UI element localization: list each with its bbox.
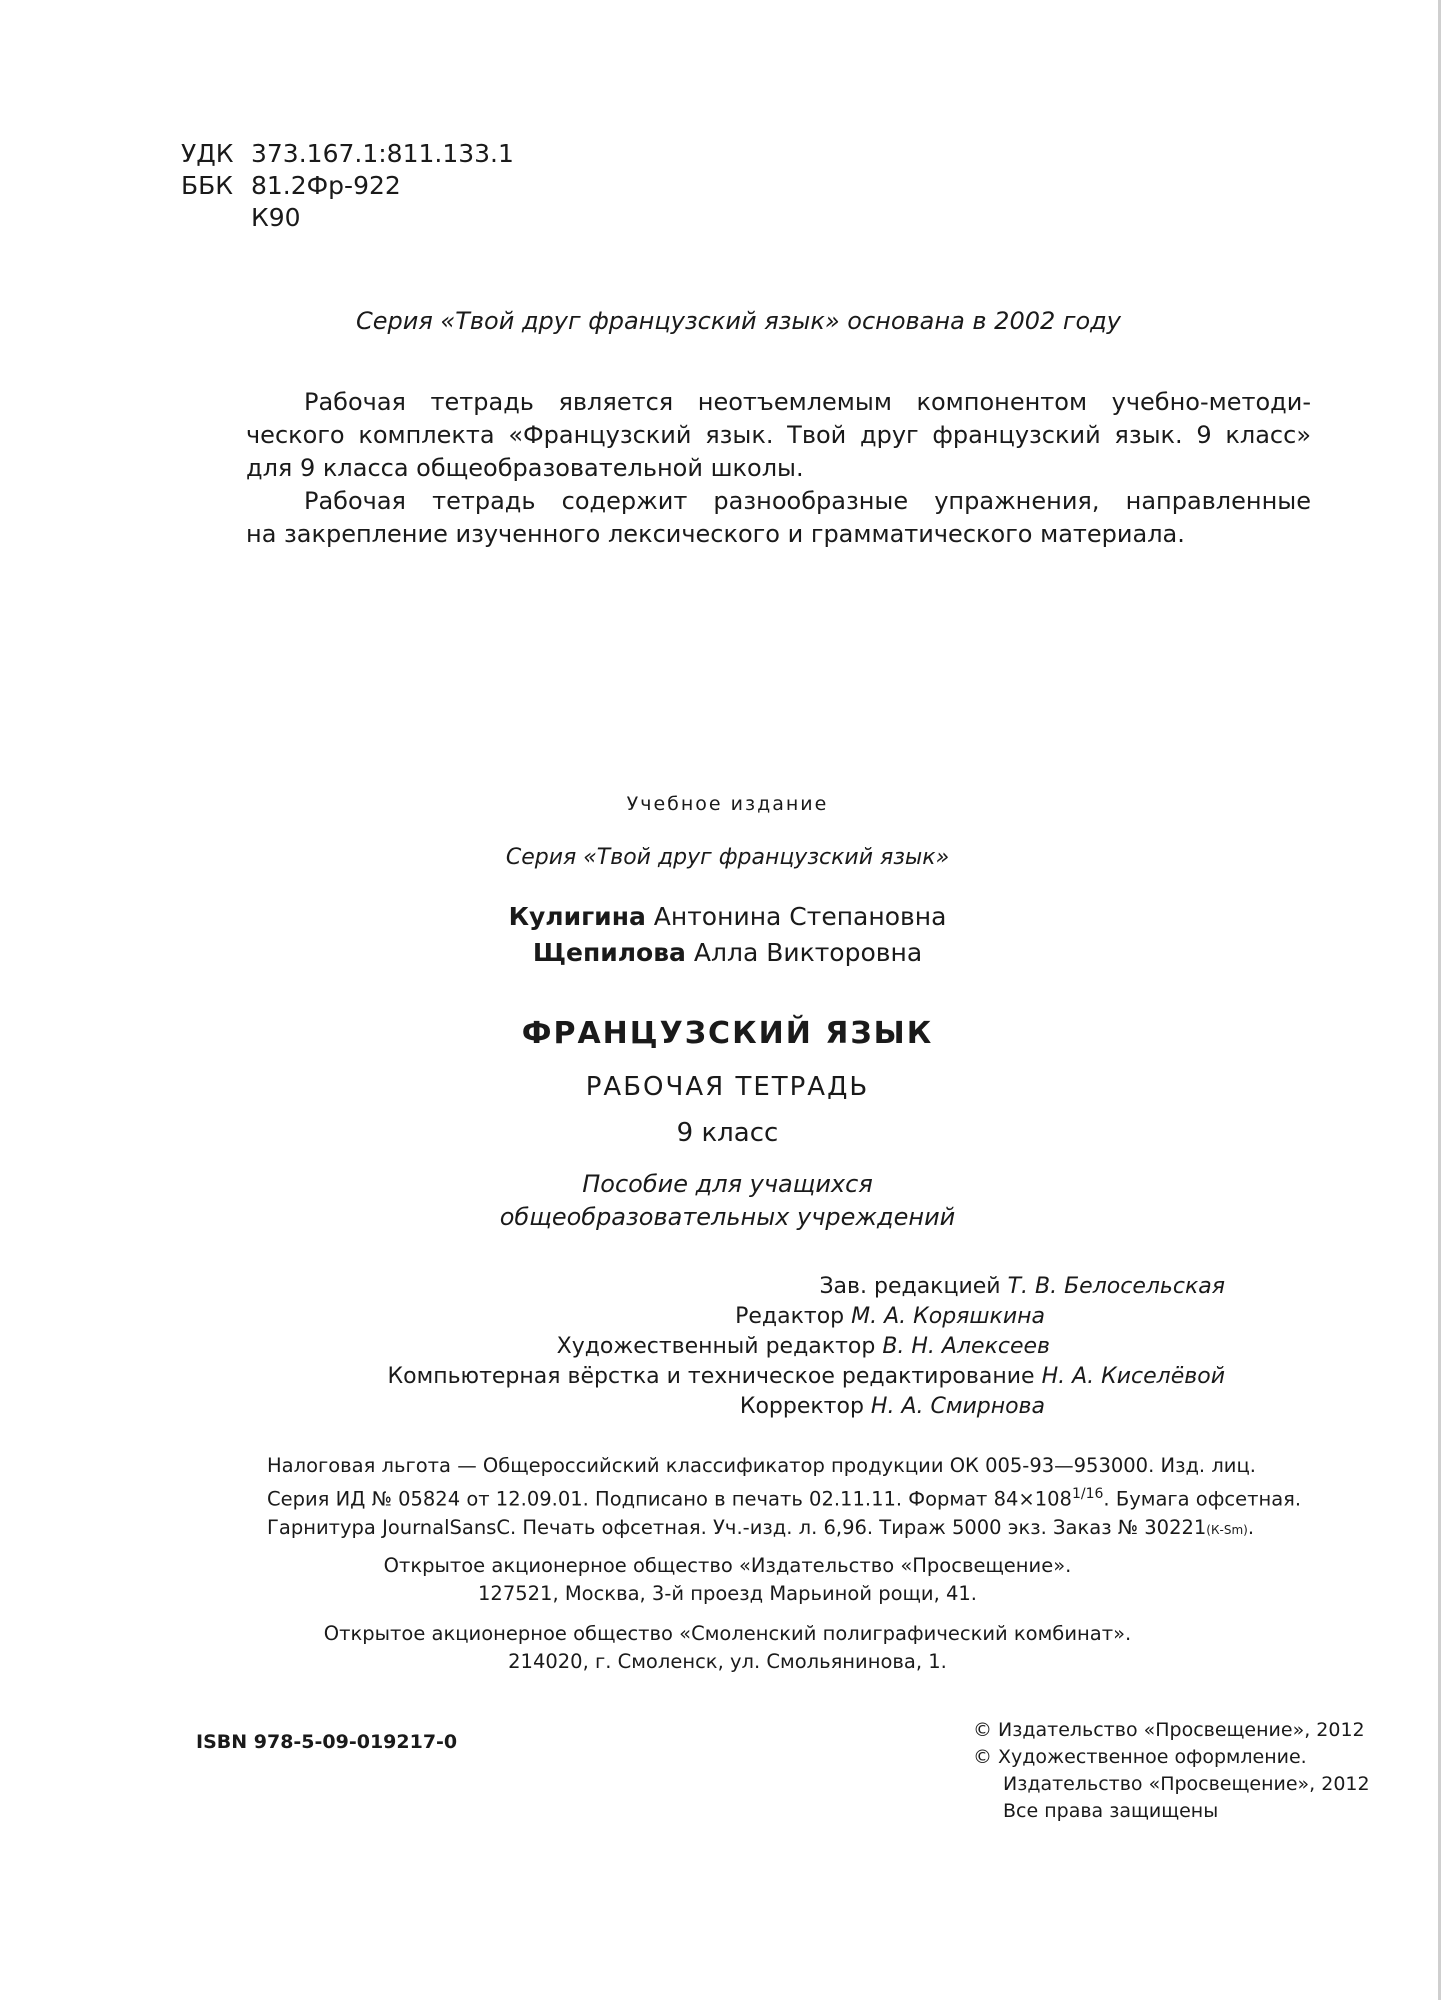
imprint-line: Серия ИД № 05824 от 12.09.01. Подписано в печать 02.11.11. Формат $84\times 108^{1/16}$. Бумага офсетная. bbox=[267, 1486, 1302, 1511]
edition-type: Учебное издание bbox=[626, 793, 829, 815]
isbn: ISBN 978-5-09-019217-0 bbox=[196, 1731, 458, 1753]
scan-edge bbox=[1438, 0, 1441, 2000]
series-name: Серия «Твой друг французский язык» bbox=[505, 845, 950, 870]
udk-line: УДК 373.167.1:811.133.1 bbox=[181, 139, 514, 168]
credits bbox=[0, 1272, 1225, 1422]
annotation-line: ческого комплекта «Французский язык. Твой друг французский язык. 9 класс» bbox=[246, 421, 1311, 449]
copyright-block: © Издательство «Просвещение», 2012 © Художественное оформление. Издательство «Просвещение», 2012 Все права защищены bbox=[973, 1719, 1370, 1822]
printer: Открытое акционерное общество «Смоленский полиграфический комбинат». 214020, г. Смоленск, ул. Смольянинова, 1. bbox=[323, 1622, 1132, 1673]
annotation bbox=[246, 386, 1311, 551]
imprint-line: Гарнитура JournalSansC. Печать офсетная. Уч.-изд. л. 6,96. Тираж 5000 экз. Заказ № 30221(К-Sm). bbox=[267, 1515, 1255, 1539]
credit-line: Корректор Н. А. Смирнова bbox=[739, 1394, 1045, 1419]
annotation-line: Рабочая тетрадь является неотъемлемым компонентом учебно-методи- bbox=[304, 388, 1311, 416]
grade: 9 класс bbox=[676, 1118, 779, 1148]
author-surname: Щепилова bbox=[532, 938, 686, 967]
annotation-line: Рабочая тетрадь содержит разнообразные упражнения, направленные bbox=[304, 487, 1311, 515]
annotation-line: на закрепление изученного лексического и грамматического материала. bbox=[246, 520, 1185, 548]
author-line bbox=[0, 935, 1455, 971]
book-title: ФРАНЦУЗСКИЙ ЯЗЫК bbox=[521, 1016, 934, 1051]
classification-block bbox=[181, 138, 514, 234]
annotation-line: для 9 класса общеобразовательной школы. bbox=[246, 454, 804, 482]
author-mark: К90 bbox=[251, 203, 301, 232]
credit-line: Компьютерная вёрстка и техническое редактирование Н. А. Киселёвой bbox=[387, 1364, 1225, 1389]
author-given: Алла Викторовна bbox=[693, 938, 923, 967]
author-given: Антонина Степановна bbox=[653, 902, 947, 931]
imprint bbox=[267, 1452, 1301, 1544]
credit-line: Художественный редактор В. Н. Алексеев bbox=[556, 1334, 1050, 1359]
book-subtitle: РАБОЧАЯ ТЕТРАДЬ bbox=[585, 1072, 870, 1102]
author-surname: Кулигина bbox=[508, 902, 646, 931]
credit-line: Зав. редакцией Т. В. Белосельская bbox=[819, 1274, 1225, 1299]
imprint-line: Налоговая льгота — Общероссийский классификатор продукции ОК 005-93—953000. Изд. лиц. bbox=[267, 1454, 1256, 1477]
purpose: Пособие для учащихся общеобразовательных учреждений bbox=[499, 1170, 956, 1231]
bbk-line: ББК 81.2Фр-922 bbox=[181, 171, 401, 200]
author-line bbox=[0, 899, 1455, 935]
credit-line: Редактор М. А. Коряшкина bbox=[735, 1304, 1045, 1329]
publisher: Открытое акционерное общество «Издательство «Просвещение». 127521, Москва, 3-й проезд Марьиной рощи, 41. bbox=[383, 1554, 1072, 1605]
series-founded: Серия «Твой друг французский язык» основана в 2002 году bbox=[356, 307, 1121, 335]
